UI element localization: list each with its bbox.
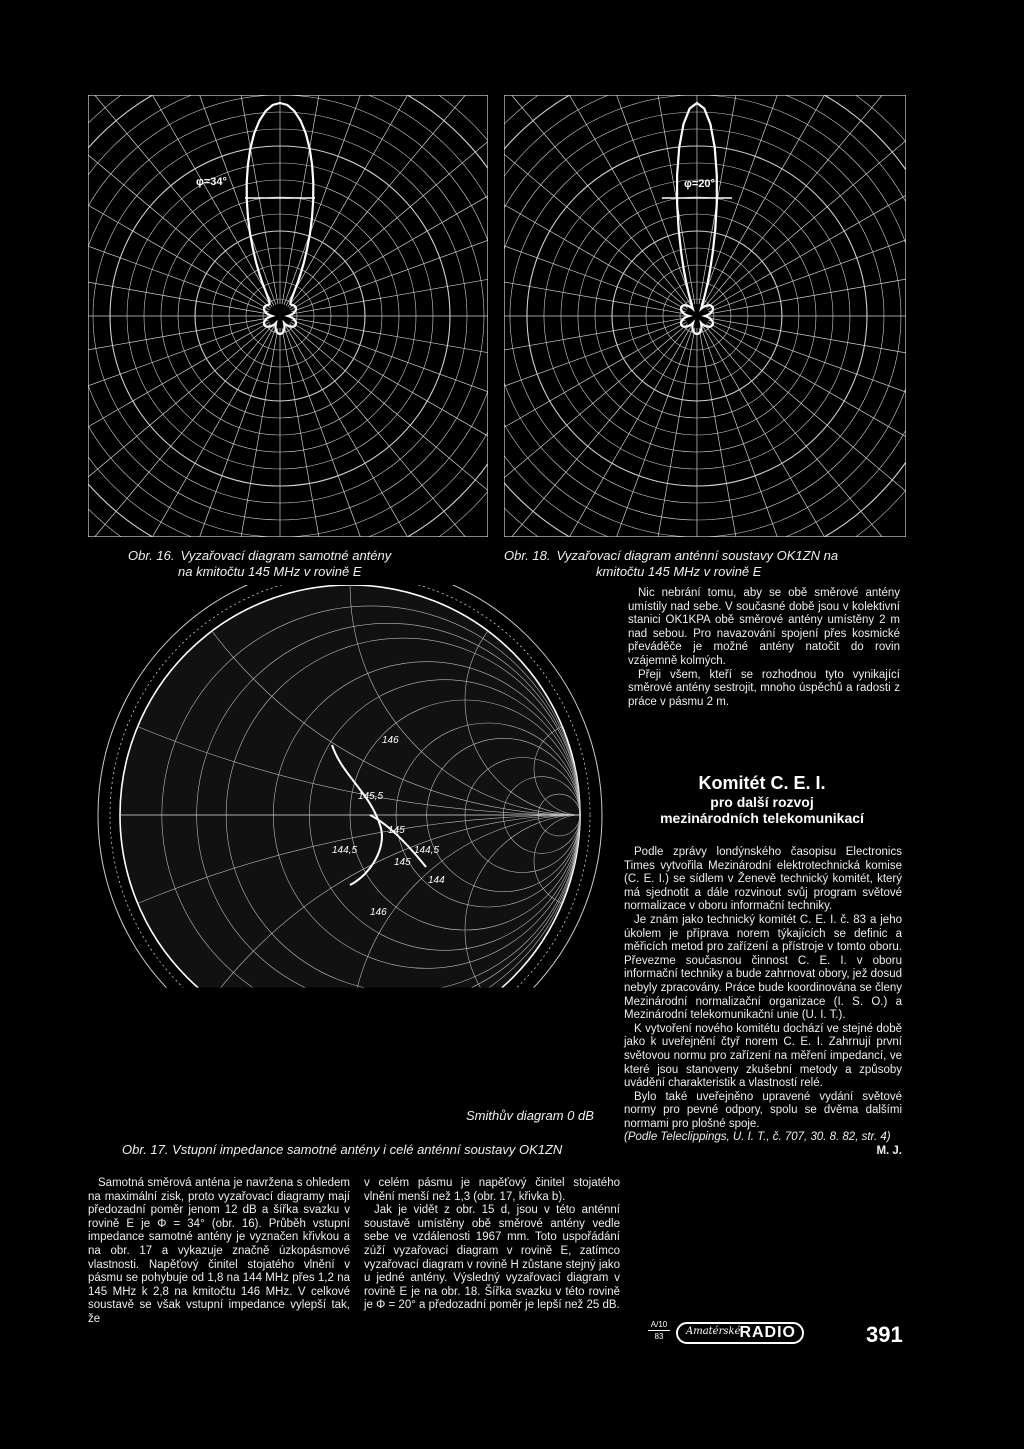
paragraph: Nic nebrání tomu, aby se obě směrové antény umístily nad sebe. V současné době jsou v kolektivní stanici OK1KPA obě směrové antény umístěny 2 m nad sebou. Pro navazování spojení přes kosmické převáděče je možné antény natočit do rovin vzájemně kolmých. [628, 587, 900, 667]
paragraph: Bylo také uveřejněno upravené vydání světové normy pro pevné odpory, spolu se dvěma dalšími normami pro plošné spoje. [624, 1090, 902, 1130]
paragraph: Samotná směrová anténa je navržena s ohledem na maximální zisk, proto vyzařovací diagramy mají předozadní poměr jenom 12 dB a šířka svazku v rovině E je Φ = 34° (obr. 16). Průběh vstupní impedance samotné antény je vyznačen křivkou a na obr. 17 a vykazuje značně úzkopásmové vlastnosti. Napěťový činitel stojatého vlnění v pásmu se pohybuje od 1,8 na 144 MHz přes 1,2 na 145 MHz k 2,8 na kmitočtu 146 MHz. V celkové soustavě se však vstupní impedance vylepší tak, že [88, 1177, 350, 1325]
article-signature: M. J. [876, 1145, 902, 1158]
article-title: Komitét C. E. I. [698, 773, 826, 793]
right-intro-text [628, 587, 900, 709]
issue-number: A/10 83 [648, 1320, 670, 1341]
figure-18-caption: Obr. 18. Vyzařovací diagram anténní soustavy OK1ZN na kmitočtu 145 MHz v rovině E [504, 548, 839, 579]
figure-17-caption: Obr. 17. Vstupní impedance samotné antény i celé anténní soustavy OK1ZN [122, 1142, 563, 1157]
figure-16-polar-diagram [88, 95, 488, 537]
smith-frequency-mark: 146 [370, 907, 387, 918]
article-source: (Podle Teleclippings, U. I. T., č. 707, 30. 8. 82, str. 4) [624, 1131, 891, 1144]
paragraph: Podle zprávy londýnského časopisu Electronics Times vytvořila Mezinárodní elektrotechnická komise (C. E. I.) se sídlem v Ženevě technický komitét, který má sjednotit a dále rozvinout svůj program světové normalizace v oboru informační techniky. [624, 846, 902, 913]
smith-frequency-mark: 144,5 [414, 845, 440, 856]
paragraph: v celém pásmu je napěťový činitel stojatého vlnění menší než 1,3 (obr. 17, křivka b). [364, 1177, 620, 1203]
smith-frequency-mark: 145,5 [358, 791, 384, 802]
article-subtitle-2: mezinárodních telekomunikací [660, 810, 864, 826]
article-body [624, 846, 902, 1159]
smith-frequency-mark: 144 [428, 875, 445, 886]
smith-frequency-mark: 145 [388, 825, 405, 836]
figure-18-angle-label: φ=20° [684, 178, 715, 190]
paragraph: Je znám jako technický komitét C. E. I. č. 83 a jeho úkolem je příprava norem týkajících se definic a měřicích metod pro zařízení a přístroje v tomto oboru. Převezme současnou činnost C. E. I. v oboru informační techniky a bude zahrnovat obory, jež dosud nebyly zpracovány. Práce bude koordinována se členy Mezinárodní normalizační organizace (I. S. O.) a Mezinárodní telekomunikační unie (U. I. T.). [624, 913, 902, 1022]
article-subtitle-1: pro další rozvoj [710, 794, 814, 810]
figure-18-polar-diagram [504, 95, 906, 537]
figure-16-angle-label: φ=34° [196, 176, 227, 188]
figure-16-caption: Obr. 16. Vyzařovací diagram samotné antény na kmitočtu 145 MHz v rovině E [128, 548, 392, 579]
smith-chart-label: Smithův diagram 0 dB [466, 1108, 594, 1123]
article-heading [620, 772, 904, 826]
smith-frequency-mark: 144,5 [332, 845, 358, 856]
paragraph: K vytvoření nového komitétu dochází ve stejné době jako k uveřejnění čtyř norem C. E. I. Zahrnují první světovou normu pro zařízení na měření impedancí, ve které jsou stanoveny zkušební metody a způsoby uvádění charakteristik a vlastností relé. [624, 1022, 902, 1090]
paragraph: Přeji všem, kteří se rozhodnou tyto vynikající směrové antény sestrojit, mnoho úspěchů a radosti z práce v pásmu 2 m. [628, 668, 900, 708]
smith-frequency-mark: 145 [394, 857, 411, 868]
page-number: 391 [866, 1322, 903, 1347]
paragraph: Jak je vidět z obr. 15 d, jsou v této anténní soustavě umístěny obě směrové antény vedle sebe ve vzdálenosti 1967 mm. Toto uspořádání zúží vyzařovací diagram v rovině E, zatímco vyzařovací diagram v rovině H zůstane stejný jako u jedné antény. Výsledný vyzařovací diagram v rovině E je na obr. 18. Šířka svazku v této rovině je Φ = 20° a předozadní poměr je lepší než 25 dB. [364, 1204, 620, 1312]
figure-17-smith-chart [70, 585, 630, 1135]
bottom-middle-text [364, 1177, 620, 1313]
smith-frequency-mark: 146 [382, 735, 399, 746]
page-footer [648, 1320, 910, 1354]
magazine-logo: Amatérské RADIO [676, 1322, 804, 1344]
bottom-left-text [88, 1177, 350, 1327]
